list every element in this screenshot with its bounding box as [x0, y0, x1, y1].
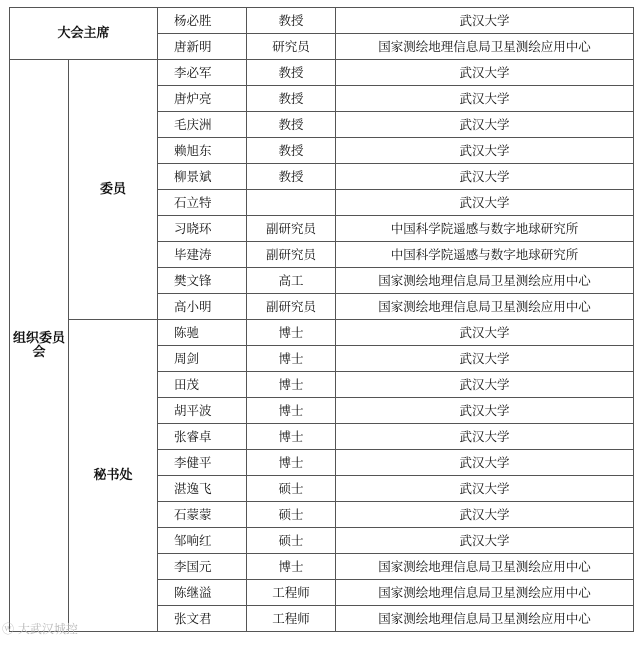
cell-name: 高小明 — [158, 294, 247, 320]
cell-title: 硕士 — [247, 502, 336, 528]
cell-title: 博士 — [247, 424, 336, 450]
cell-title: 教授 — [247, 60, 336, 86]
cell-title — [247, 190, 336, 216]
cell-organization: 中国科学院遥感与数字地球研究所 — [336, 216, 634, 242]
cell-name: 陈驰 — [158, 320, 247, 346]
cell-title: 教授 — [247, 138, 336, 164]
cell-organization: 武汉大学 — [336, 346, 634, 372]
cell-organization: 中国科学院遥感与数字地球研究所 — [336, 242, 634, 268]
cell-title: 副研究员 — [247, 216, 336, 242]
cell-name: 胡平波 — [158, 398, 247, 424]
cell-organization: 武汉大学 — [336, 112, 634, 138]
cell-title: 教授 — [247, 8, 336, 34]
cell-name: 石蒙蒙 — [158, 502, 247, 528]
cell-name: 田茂 — [158, 372, 247, 398]
cell-organization: 武汉大学 — [336, 60, 634, 86]
cell-title: 硕士 — [247, 476, 336, 502]
cell-title: 博士 — [247, 346, 336, 372]
cell-name: 唐新明 — [158, 34, 247, 60]
cell-title: 副研究员 — [247, 294, 336, 320]
cell-organization: 武汉大学 — [336, 164, 634, 190]
cell-title: 博士 — [247, 372, 336, 398]
table-row — [10, 60, 634, 86]
cell-organization: 武汉大学 — [336, 502, 634, 528]
cell-organization: 国家测绘地理信息局卫星测绘应用中心 — [336, 34, 634, 60]
watermark — [2, 620, 78, 637]
cell-organization: 武汉大学 — [336, 450, 634, 476]
cell-name: 石立特 — [158, 190, 247, 216]
cell-name: 毛庆洲 — [158, 112, 247, 138]
cell-name: 赖旭东 — [158, 138, 247, 164]
cell-organization: 国家测绘地理信息局卫星测绘应用中心 — [336, 554, 634, 580]
cell-name: 张睿卓 — [158, 424, 247, 450]
cell-organization: 武汉大学 — [336, 372, 634, 398]
cell-name: 习晓环 — [158, 216, 247, 242]
cell-name: 唐炉亮 — [158, 86, 247, 112]
watermark-text: 大武汉城控 — [17, 622, 78, 636]
cell-title: 博士 — [247, 450, 336, 476]
cell-name: 毕建涛 — [158, 242, 247, 268]
cell-organization: 武汉大学 — [336, 320, 634, 346]
cell-title: 副研究员 — [247, 242, 336, 268]
cell-title: 博士 — [247, 554, 336, 580]
cell-title: 高工 — [247, 268, 336, 294]
table-row — [10, 8, 634, 34]
cell-organization: 武汉大学 — [336, 476, 634, 502]
cell-organization: 武汉大学 — [336, 528, 634, 554]
watermark-logo-icon: ⓦ — [2, 622, 18, 636]
committee-table — [9, 7, 634, 632]
group-chair: 大会主席 — [10, 8, 158, 60]
cell-title: 教授 — [247, 112, 336, 138]
cell-name: 李必军 — [158, 60, 247, 86]
cell-title: 硕士 — [247, 528, 336, 554]
cell-name: 樊文锋 — [158, 268, 247, 294]
cell-organization: 国家测绘地理信息局卫星测绘应用中心 — [336, 294, 634, 320]
cell-title: 研究员 — [247, 34, 336, 60]
cell-name: 李国元 — [158, 554, 247, 580]
group-members: 委员 — [69, 60, 158, 320]
cell-name: 柳景斌 — [158, 164, 247, 190]
cell-title: 教授 — [247, 164, 336, 190]
cell-name: 李健平 — [158, 450, 247, 476]
cell-organization: 武汉大学 — [336, 8, 634, 34]
group-secretariat: 秘书处 — [69, 320, 158, 632]
cell-name: 陈继溢 — [158, 580, 247, 606]
cell-name: 邹响红 — [158, 528, 247, 554]
cell-organization: 武汉大学 — [336, 398, 634, 424]
committee-table-body — [10, 8, 634, 632]
group-organizing-committee: 组织委员会 — [10, 60, 69, 632]
cell-title: 工程师 — [247, 580, 336, 606]
cell-organization: 国家测绘地理信息局卫星测绘应用中心 — [336, 580, 634, 606]
cell-organization: 武汉大学 — [336, 138, 634, 164]
cell-organization: 武汉大学 — [336, 86, 634, 112]
cell-title: 博士 — [247, 398, 336, 424]
cell-title: 工程师 — [247, 606, 336, 632]
cell-organization: 国家测绘地理信息局卫星测绘应用中心 — [336, 268, 634, 294]
cell-name: 周剑 — [158, 346, 247, 372]
cell-organization: 国家测绘地理信息局卫星测绘应用中心 — [336, 606, 634, 632]
cell-title: 教授 — [247, 86, 336, 112]
cell-name: 湛逸飞 — [158, 476, 247, 502]
cell-name: 张文君 — [158, 606, 247, 632]
cell-name: 杨必胜 — [158, 8, 247, 34]
cell-title: 博士 — [247, 320, 336, 346]
cell-organization: 武汉大学 — [336, 190, 634, 216]
cell-organization: 武汉大学 — [336, 424, 634, 450]
table-row — [10, 320, 634, 346]
